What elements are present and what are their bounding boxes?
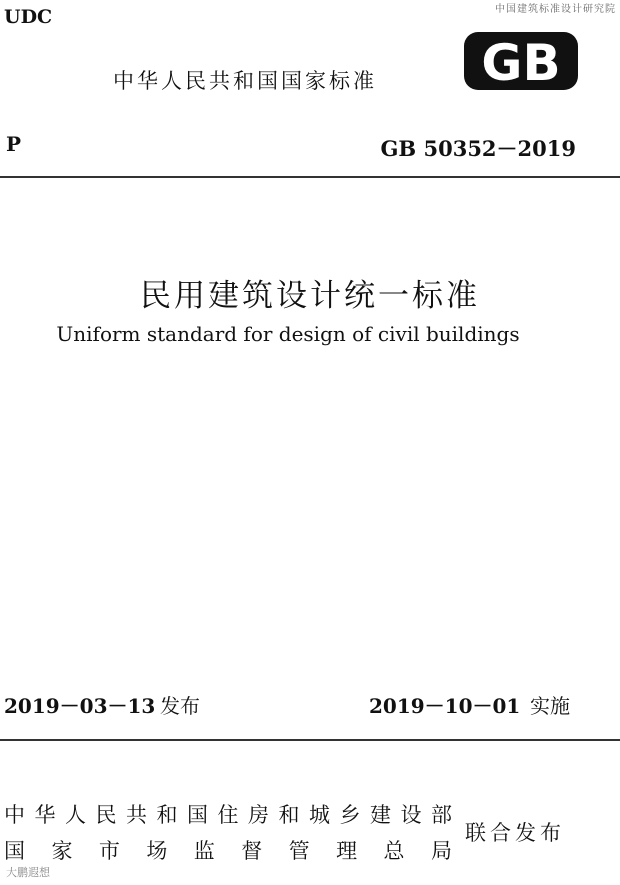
issue-label: 发布 — [160, 694, 200, 718]
title-chinese: 民用建筑设计统一标准 — [140, 278, 480, 314]
category-code: P — [6, 132, 22, 156]
implement-label: 实施 — [530, 694, 570, 718]
bottom-divider — [0, 739, 620, 741]
gb-logo — [462, 30, 580, 92]
top-divider — [0, 176, 620, 178]
title-english: Uniform standard for design of civil buildings — [56, 322, 520, 346]
issuer-administration: 国家市场监督管理总局 — [4, 839, 452, 863]
issue-date: 2019－03－13 — [4, 694, 156, 718]
implement-date: 2019－10－01 — [369, 694, 521, 718]
standard-type: 中华人民共和国国家标准 — [113, 69, 377, 93]
standard-number: GB 50352－2019 — [380, 136, 576, 161]
joint-issue-label: 联合发布 — [465, 821, 565, 845]
watermark-text: 中国建筑标准设计研究院 — [495, 4, 616, 15]
udc-label: UDC — [4, 6, 53, 28]
issuer-ministry: 中华人民共和国住房和城乡建设部 — [4, 803, 452, 827]
gb-logo-text: GB — [481, 34, 561, 92]
brand-watermark: 大鹏遐想 — [6, 866, 50, 879]
